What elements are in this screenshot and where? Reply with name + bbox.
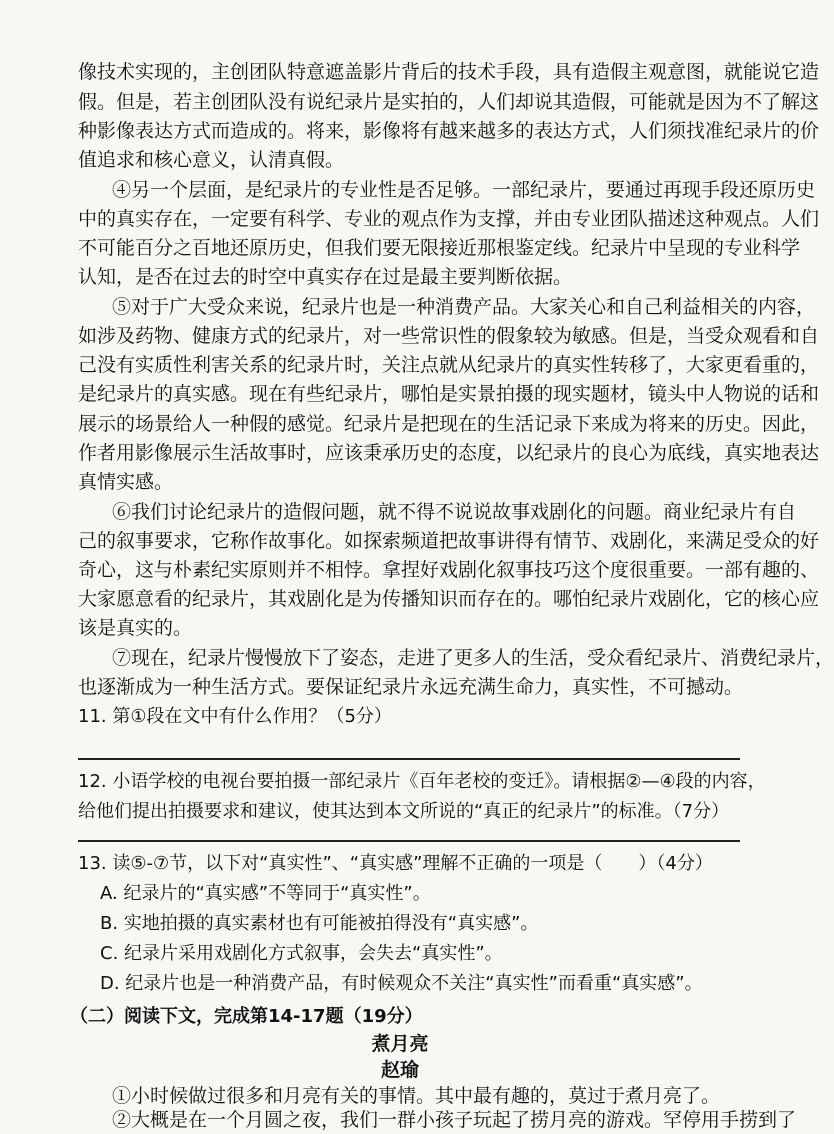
passage-line: 如涉及药物、健康方式的纪录片，对一些常识性的假象较为敏感。但是，当受众观看和自 xyxy=(78,325,820,347)
passage-line: ⑥我们讨论纪录片的造假问题，就不得不说说故事戏剧化的问题。商业纪录片有自 xyxy=(112,501,797,523)
passage-line: 作者用影像展示生活故事时，应该秉承历史的态度，以纪录片的良心为底线，真实地表达 xyxy=(78,442,820,464)
article-line: ①小时候做过很多和月亮有关的事情。其中最有趣的，莫过于煮月亮了。 xyxy=(112,1085,721,1107)
question-12-line2: 给他们提出拍摄要求和建议，使其达到本文所说的“真正的纪录片”的标准。（7分） xyxy=(78,801,730,822)
option-d[interactable]: D. 纪录片也是一种消费产品，有时候观众不关注“真实性”而看重“真实感”。 xyxy=(100,973,703,994)
option-a[interactable]: A. 纪录片的“真实感”不等同于“真实性”。 xyxy=(100,883,431,904)
question-11: 11. 第①段在文中有什么作用？（5分） xyxy=(78,706,392,727)
passage-line: 展示的场景给人一种假的感觉。纪录片是把现在的生活记录下来成为将来的历史。因此， xyxy=(78,413,820,435)
article-title: 煮月亮 xyxy=(371,1033,429,1055)
passage-line: 己没有实质性利害关系的纪录片时，关注点就从纪录片的真实性转移了，大家更看重的， xyxy=(78,354,820,376)
passage-line: 不可能百分之百地还原历史，但我们要无限接近那根鉴定线。纪录片中呈现的专业科学 xyxy=(78,237,801,259)
answer-line[interactable] xyxy=(78,758,740,760)
passage-line: 中的真实存在，一定要有科学、专业的观点作为支撑，并由专业团队描述这种观点。人们 xyxy=(78,208,820,230)
question-13: 13. 读⑤-⑦节，以下对“真实性”、“真实感”理解不正确的一项是（ ）（4分） xyxy=(78,853,713,874)
question-12-line1: 12. 小语学校的电视台要拍摄一部纪录片《百年老校的变迁》。请根据②—④段的内容， xyxy=(78,771,766,792)
option-c[interactable]: C. 纪录片采用戏剧化方式叙事，会失去“真实性”。 xyxy=(100,943,503,964)
passage-line: 该是真实的。 xyxy=(78,617,193,639)
passage-line: 是纪录片的真实感。现在有些纪录片，哪怕是实景拍摄的现实题材，镜头中人物说的话和 xyxy=(78,383,820,405)
passage-line: ④另一个层面，是纪录片的专业性是否足够。一部纪录片，要通过再现手段还原历史 xyxy=(112,179,816,201)
passage-line: 认知，是否在过去的时空中真实存在过是最主要判断依据。 xyxy=(78,266,573,288)
passage-line: ⑤对于广大受众来说，纪录片也是一种消费产品。大家关心和自己利益相关的内容， xyxy=(112,296,816,318)
passage-line: 真情实感。 xyxy=(78,471,174,493)
option-b[interactable]: B. 实地拍摄的真实素材也有可能被拍得没有“真实感”。 xyxy=(100,913,539,934)
passage-line: 奇心，这与朴素纪实原则并不相悖。拿捏好戏剧化叙事技巧这个度很重要。一部有趣的、 xyxy=(78,559,820,581)
passage-line: ⑦现在，纪录片慢慢放下了姿态，走进了更多人的生活，受众看纪录片、消费纪录片， xyxy=(112,647,834,669)
passage-line: 大家愿意看的纪录片，其戏剧化是为传播知识而存在的。哪怕纪录片戏剧化，它的核心应 xyxy=(78,588,820,610)
passage-line: 值追求和核心意义，认清真假。 xyxy=(78,149,345,171)
passage-line: 己的叙事要求，它称作故事化。如探索频道把故事讲得有情节、戏剧化，来满足受众的好 xyxy=(78,530,820,552)
passage-line: 种影像表达方式而造成的。将来，影像将有越来越多的表达方式，人们须找准纪录片的价 xyxy=(78,120,820,142)
passage-line: 假。但是，若主创团队没有说纪录片是实拍的，人们却说其造假，可能就是因为不了解这 xyxy=(78,91,820,113)
article-line: ②大概是在一个月圆之夜，我们一群小孩子玩起了捞月亮的游戏。罕停用手捞到了 xyxy=(112,1109,797,1131)
section-heading: （二）阅读下文，完成第14-17题（19分） xyxy=(70,1006,423,1027)
passage-line: 也逐渐成为一种生活方式。要保证纪录片永远充满生命力，真实性，不可撼动。 xyxy=(78,676,744,698)
article-author: 赵瑜 xyxy=(380,1059,419,1081)
answer-line[interactable] xyxy=(78,840,740,842)
passage-line: 像技术实现的，主创团队特意遮盖影片背后的技术手段，具有造假主观意图，就能说它造 xyxy=(78,61,820,83)
